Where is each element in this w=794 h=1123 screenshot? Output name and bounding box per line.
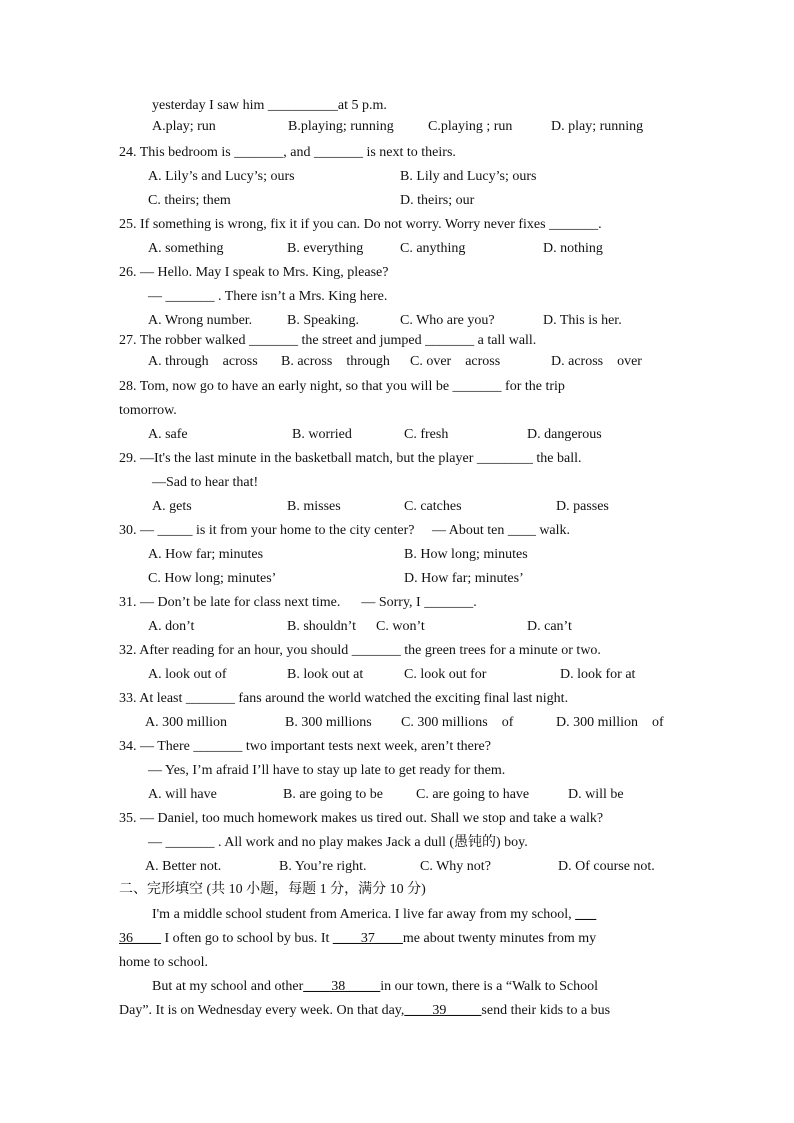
text-line: C. Who are you? [400, 313, 495, 328]
text-line: B. shouldn’t [287, 619, 356, 634]
text-line: C. Why not? [420, 859, 491, 874]
text-line: D. can’t [527, 619, 572, 634]
text-line: —Sad to hear that! [152, 475, 259, 490]
text-line: A. through across [148, 354, 258, 369]
text-line: B. 300 millions [285, 715, 372, 730]
text-line: D. passes [556, 499, 609, 514]
text-line: B. You’re right. [279, 859, 367, 874]
passage-line [152, 979, 598, 995]
blank-37: ____37____ [332, 931, 403, 946]
text-line: 28. Tom, now go to have an early night, so that you will be _______ for the trip [119, 379, 565, 394]
passage-line [119, 931, 596, 947]
text-line: B. look out at [287, 667, 364, 682]
text-line: yesterday I saw him __________at 5 p.m. [152, 98, 387, 113]
text-line: A. don’t [148, 619, 195, 634]
text-line: — _______ . All work and no play makes Jack a dull (愚钝的) boy. [148, 835, 528, 850]
text-line: D. play; running [551, 119, 644, 134]
passage-text: in our town, there is a “Walk to School [380, 979, 599, 994]
passage-text: I often go to school by bus. It [161, 931, 333, 946]
text-line: A. Better not. [145, 859, 222, 874]
blank-39: ____39_____ [404, 1003, 482, 1018]
text-line: D. This is her. [543, 313, 622, 328]
text-line: 27. The robber walked _______ the street and jumped _______ a tall wall. [119, 333, 537, 348]
text-line: D. look for at [560, 667, 636, 682]
text-line: — Yes, I’m afraid I’ll have to stay up late to get ready for them. [148, 763, 506, 778]
text-line: A. gets [152, 499, 192, 514]
text-line: 35. — Daniel, too much homework makes us tired out. Shall we stop and take a walk? [119, 811, 604, 826]
text-line: 25. If something is wrong, fix it if you can. Do not worry. Worry never fixes _______. [119, 217, 602, 232]
text-line: D. 300 million of [556, 715, 664, 730]
text-line: 30. — _____ is it from your home to the city center? — About ten ____ walk. [119, 523, 571, 538]
text-line: A. How far; minutes [148, 547, 264, 562]
blank-36: 36____ [119, 931, 161, 946]
text-line: A. Wrong number. [148, 313, 253, 328]
passage-text: send their kids to a bus [481, 1003, 611, 1018]
text-line: B. Speaking. [287, 313, 359, 328]
passage-line [152, 907, 596, 923]
text-line: D. across over [551, 354, 642, 369]
text-line: C. fresh [404, 427, 449, 442]
text-line: A. 300 million [145, 715, 228, 730]
text-line: A. Lily’s and Lucy’s; ours [148, 169, 295, 184]
text-line: C. How long; minutes’ [148, 571, 277, 586]
text-line: 29. —It's the last minute in the basketball match, but the player ________ the ball. [119, 451, 582, 466]
text-line: C. are going to have [416, 787, 530, 802]
text-line: B. Lily and Lucy’s; ours [400, 169, 537, 184]
text-line: C. over across [410, 354, 501, 369]
text-line: A.play; run [152, 119, 216, 134]
passage-text: But at my school and other [152, 979, 304, 994]
text-line: B.playing; running [288, 119, 394, 134]
text-line: 24. This bedroom is _______, and _______ is next to theirs. [119, 145, 456, 160]
text-line: A. look out of [148, 667, 227, 682]
text-line: 33. At least _______ fans around the world watched the exciting final last night. [119, 691, 569, 706]
text-line: A. safe [148, 427, 188, 442]
text-line: C. 300 millions of [401, 715, 514, 730]
text-line: C. won’t [376, 619, 425, 634]
text-line: tomorrow. [119, 403, 177, 418]
text-line: 26. — Hello. May I speak to Mrs. King, please? [119, 265, 389, 280]
text-line: D. theirs; our [400, 193, 475, 208]
text-line: A. something [148, 241, 224, 256]
text-line: 二、完形填空 (共 10 小题，每题 1 分，满分 10 分) [119, 882, 426, 897]
passage-text: Day”. It is on Wednesday every week. On that day, [119, 1003, 405, 1018]
text-line: D. dangerous [527, 427, 602, 442]
text-line: 34. — There _______ two important tests next week, aren’t there? [119, 739, 491, 754]
text-line: B. everything [287, 241, 364, 256]
text-line: B. How long; minutes [404, 547, 528, 562]
text-line: C. theirs; them [148, 193, 231, 208]
text-line: C. look out for [404, 667, 487, 682]
text-line: D. nothing [543, 241, 603, 256]
text-line: B. across through [281, 354, 390, 369]
text-line: B. worried [292, 427, 352, 442]
passage-line: home to school. [119, 955, 209, 970]
text-line: C. anything [400, 241, 466, 256]
passage-text: I'm a middle school student from America. I live far away from my school, [152, 907, 576, 922]
passage-text: me about twenty minutes from my [402, 931, 597, 946]
text-line: D. Of course not. [558, 859, 655, 874]
text-line: D. will be [568, 787, 624, 802]
text-line: C. catches [404, 499, 462, 514]
blank-38: ____38_____ [303, 979, 381, 994]
text-line: — _______ . There isn’t a Mrs. King here. [148, 289, 388, 304]
blank-36: ___ [575, 907, 597, 922]
text-line: B. misses [287, 499, 341, 514]
text-line: 31. — Don’t be late for class next time. — Sorry, I _______. [119, 595, 477, 610]
text-line: D. How far; minutes’ [404, 571, 524, 586]
passage-line [119, 1003, 610, 1019]
text-line: B. are going to be [283, 787, 383, 802]
text-line: C.playing ; run [428, 119, 513, 134]
text-line: 32. After reading for an hour, you should _______ the green trees for a minute or two. [119, 643, 601, 658]
text-line: A. will have [148, 787, 217, 802]
